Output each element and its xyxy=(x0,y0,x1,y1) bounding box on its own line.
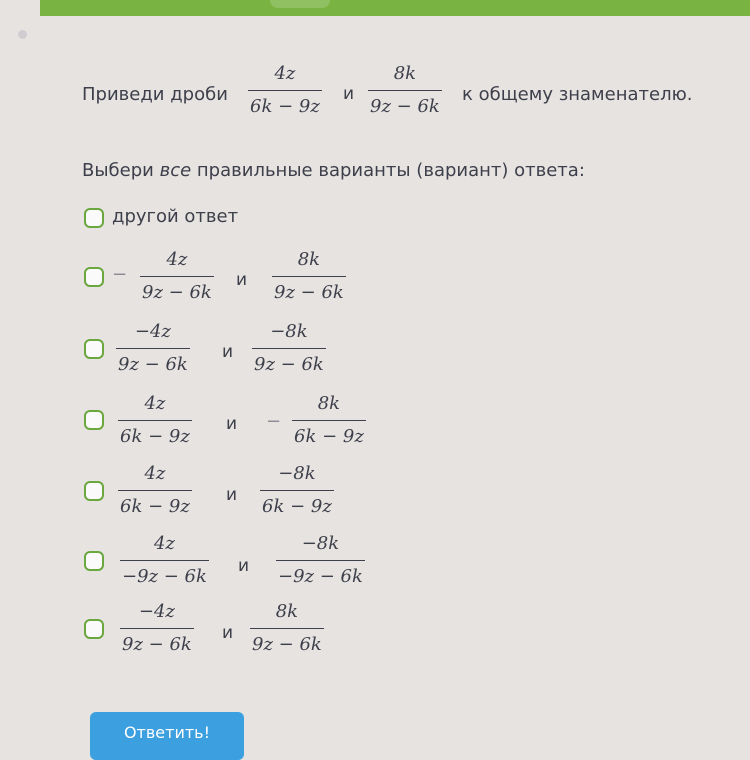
camera-dot xyxy=(18,30,27,39)
instruction-emphasis: все xyxy=(159,160,192,181)
fraction-numerator: 8k xyxy=(297,249,321,270)
option-6-conjunction: и xyxy=(238,556,250,576)
fraction-denominator: 6k − 9z xyxy=(120,426,190,447)
fraction-numerator: −8k xyxy=(301,533,340,554)
fraction-numerator: 4z xyxy=(274,63,296,84)
option-checkbox-6[interactable] xyxy=(84,551,104,571)
fraction-numerator: 8k xyxy=(393,63,417,84)
fraction-numerator: 8k xyxy=(275,601,299,622)
option-3-conjunction: и xyxy=(222,342,234,362)
task-fraction-2 xyxy=(368,62,442,119)
fraction-bar xyxy=(120,628,194,629)
fraction-bar xyxy=(116,348,190,349)
fraction-bar xyxy=(252,348,326,349)
task-prefix: Приведи дроби xyxy=(82,84,228,105)
fraction-numerator: 4z xyxy=(166,249,188,270)
submit-button[interactable]: Ответить! xyxy=(90,712,244,760)
fraction-numerator: −8k xyxy=(270,321,308,342)
task-conjunction: и xyxy=(343,84,355,104)
option-5-conjunction: и xyxy=(226,485,238,505)
fraction-bar xyxy=(120,560,209,561)
option-7-fraction-2 xyxy=(250,600,324,657)
fraction-denominator: 6k − 9z xyxy=(250,96,320,117)
option-checkbox-7[interactable] xyxy=(84,619,104,639)
fraction-bar xyxy=(118,420,192,421)
fraction-bar xyxy=(276,560,365,561)
task-suffix: к общему знаменателю. xyxy=(462,84,693,105)
option-2-fraction-1 xyxy=(140,248,214,305)
option-checkbox-1[interactable] xyxy=(84,208,104,228)
fraction-denominator: −9z − 6k xyxy=(278,566,363,587)
fraction-numerator: 4z xyxy=(144,463,166,484)
fraction-denominator: 9z − 6k xyxy=(254,354,324,375)
instruction xyxy=(82,160,585,181)
header-glare xyxy=(270,0,330,8)
fraction-denominator: 9z − 6k xyxy=(142,282,212,303)
fraction-denominator: −9z − 6k xyxy=(122,566,207,587)
option-checkbox-3[interactable] xyxy=(84,339,104,359)
option-4-sign-2: − xyxy=(266,411,282,432)
option-4-fraction-1 xyxy=(118,392,192,449)
fraction-bar xyxy=(250,628,324,629)
fraction-denominator: 9z − 6k xyxy=(274,282,344,303)
fraction-numerator: −8k xyxy=(278,463,316,484)
fraction-denominator: 9z − 6k xyxy=(252,634,322,655)
fraction-numerator: 8k xyxy=(317,393,341,414)
fraction-bar xyxy=(260,490,334,491)
fraction-numerator: 4z xyxy=(153,533,175,554)
fraction-bar xyxy=(140,276,214,277)
option-2-sign-1: − xyxy=(112,264,128,285)
option-2-fraction-2 xyxy=(272,248,346,305)
fraction-bar xyxy=(368,90,442,91)
option-4-fraction-2 xyxy=(292,392,366,449)
option-7-fraction-1 xyxy=(120,600,194,657)
option-2-conjunction: и xyxy=(236,270,248,290)
option-6-fraction-2 xyxy=(276,532,365,589)
option-5-fraction-2 xyxy=(260,462,334,519)
option-5-fraction-1 xyxy=(118,462,192,519)
fraction-denominator: 6k − 9z xyxy=(120,496,190,517)
fraction-numerator: 4z xyxy=(144,393,166,414)
option-checkbox-5[interactable] xyxy=(84,481,104,501)
option-7-conjunction: и xyxy=(222,623,234,643)
fraction-bar xyxy=(248,90,322,91)
option-3-fraction-2 xyxy=(252,320,326,377)
fraction-denominator: 9z − 6k xyxy=(370,96,440,117)
fraction-bar xyxy=(272,276,346,277)
instruction-after: правильные варианты (вариант) ответа: xyxy=(191,160,585,181)
task-fraction-1 xyxy=(248,62,322,119)
fraction-bar xyxy=(118,490,192,491)
option-checkbox-4[interactable] xyxy=(84,410,104,430)
fraction-denominator: 9z − 6k xyxy=(122,634,192,655)
option-3-fraction-1 xyxy=(116,320,190,377)
option-checkbox-2[interactable] xyxy=(84,267,104,287)
fraction-denominator: 6k − 9z xyxy=(294,426,364,447)
option-6-fraction-1 xyxy=(120,532,209,589)
fraction-numerator: −4z xyxy=(138,601,175,622)
fraction-numerator: −4z xyxy=(134,321,171,342)
header-bar xyxy=(40,0,750,16)
option-label-other[interactable]: другой ответ xyxy=(112,206,239,227)
fraction-denominator: 6k − 9z xyxy=(262,496,332,517)
fraction-bar xyxy=(292,420,366,421)
instruction-before: Выбери xyxy=(82,160,160,181)
option-4-conjunction: и xyxy=(226,414,238,434)
fraction-denominator: 9z − 6k xyxy=(118,354,188,375)
